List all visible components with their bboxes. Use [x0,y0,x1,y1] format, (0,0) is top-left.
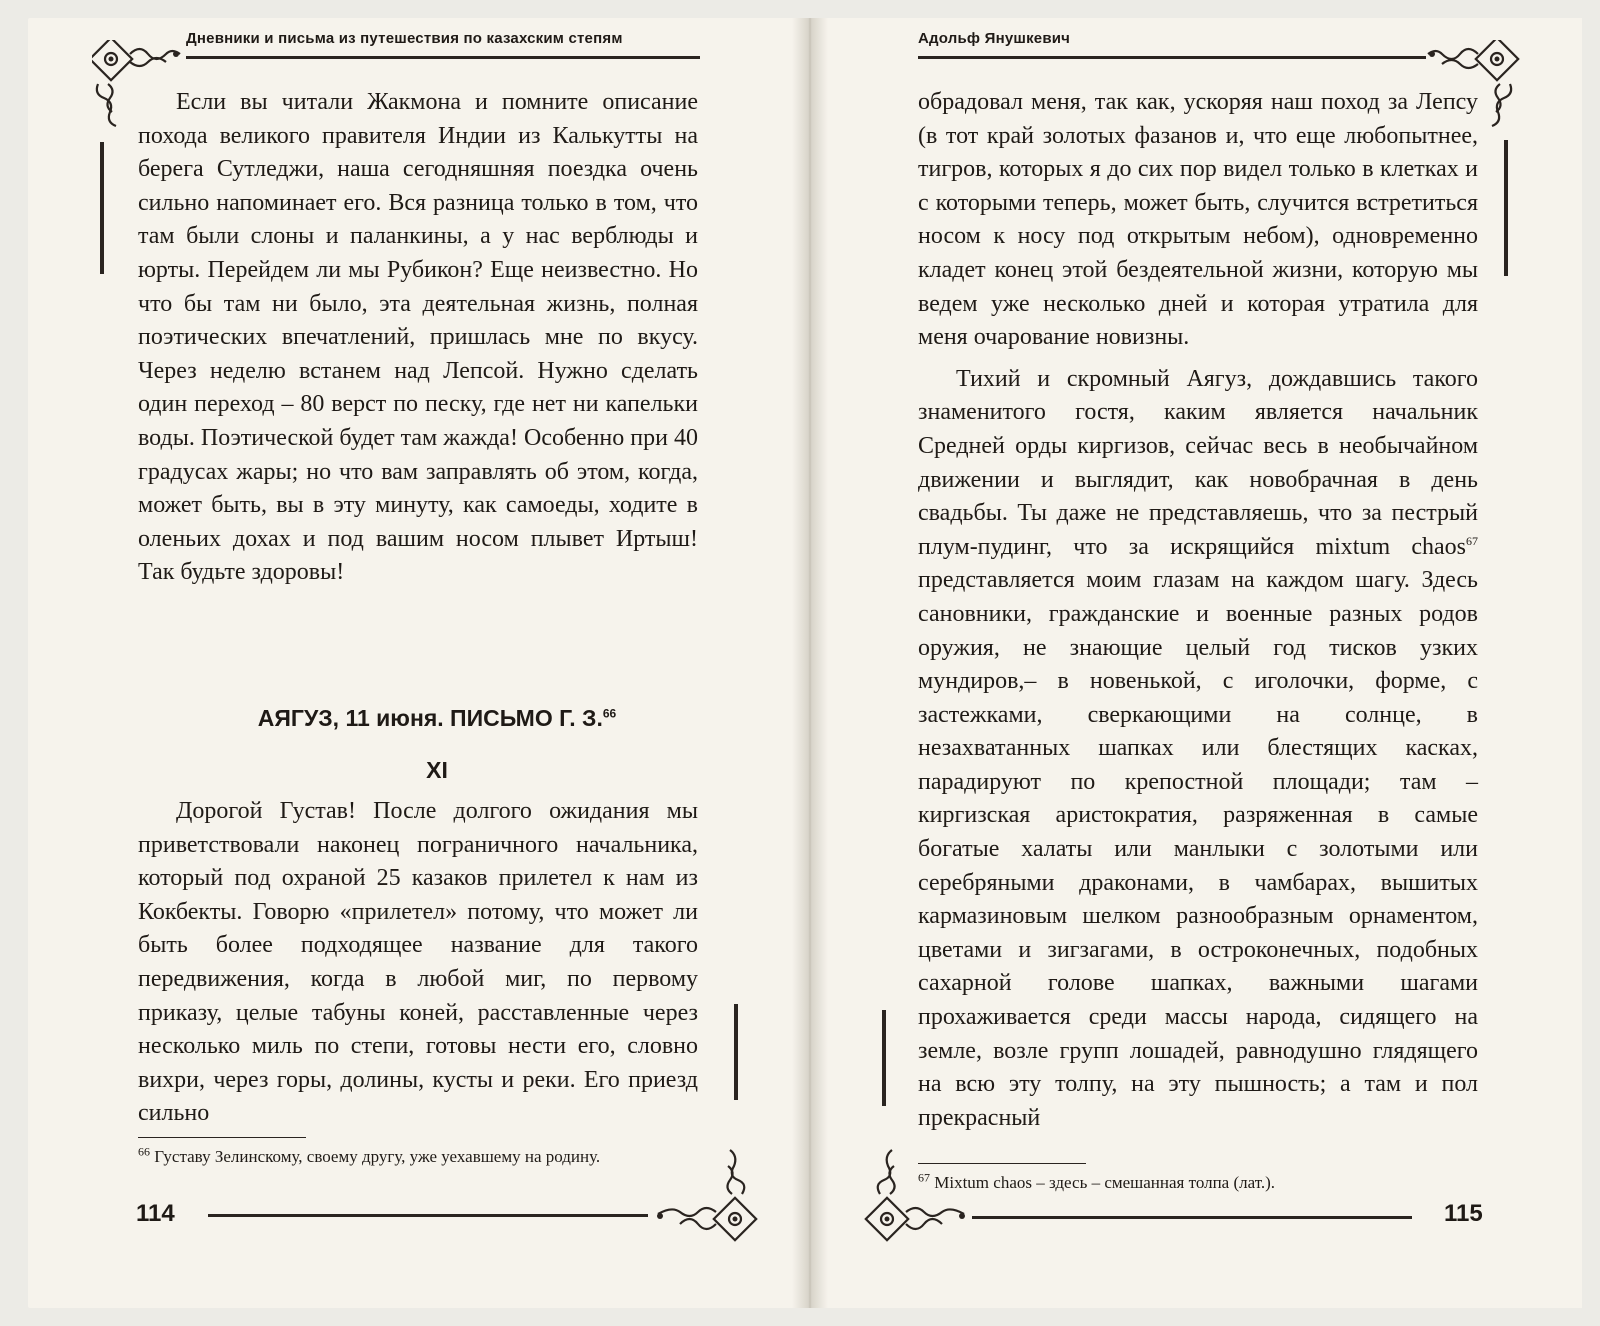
footnote-number: 66 [138,1144,150,1159]
running-head: Адольф Янушкевич [918,30,1071,47]
corner-ornament-icon [860,1136,972,1246]
right-margin-bar [1504,140,1508,276]
footer-rule [208,1214,648,1217]
left-body-lower [138,795,698,1131]
footnote-number: 67 [918,1170,930,1185]
page-number: 115 [1444,1200,1483,1227]
paragraph [918,363,1478,1136]
left-body-upper [138,86,698,590]
footnote [138,1144,698,1169]
right-margin-bar [734,1004,738,1100]
heading-text: АЯГУЗ, 11 июня. ПИСЬМО Г. З. [257,705,603,731]
paragraph-text: представляется моим глазам на каждом шагу. Здесь сановники, гражданские и военные разных родов оружия, не знающие целый год тисков узких мундиров,– в новенькой, с иголочки, форме, с застежками, сверкающими на солнце, в незахватанных шапках или блестящих касках, парадируют по крепостной площади; там – киргизская аристократия, разряженная в самые богатые халаты или манлыки с золотыми или серебряными драконами, в чамбарах, вышитых кармазиновым шелком разнообразным орнаментом, цветами и зигзагами, в остроконечных, подобных сахарной голове шапках, важными шагами прохаживается среди массы народа, сидящего на земле, возле групп лошадей, равнодушно глядящего на всю эту толпу, на эту пышность; а там и пол прекрасный [918,567,1478,1131]
book-gutter [792,18,828,1308]
left-section-number [138,754,698,788]
letter-heading [138,702,698,736]
footnote-ref: 66 [602,706,617,721]
footnote-rule [138,1137,306,1138]
paragraph: Дорогой Густав! После долгого ожидания мы приветствовали наконец пограничного начальника, который под охраной 25 казаков прилетел к нам из Кокбекты. Говорю «прилетел» потому, что может ли быть более подходящее название для такого передвижения, когда в любой миг, по первому приказу, целые табуны коней, расставленные через несколько миль по степи, готовы нести его, словно вихри, через горы, долины, кусты и реки. Его приезд сильно [138,798,698,1127]
header-rule [918,56,1426,59]
paragraph: обрадовал меня, так как, ускоряя наш поход за Лепсу (в тот край золотых фазанов и, что еще любопытнее, тигров, которых я до сих пор видел только в клетках и с которыми теперь, может быть, случится встретиться носом к носу под открытым небом), одновременно кладет конец этой бездеятельной жизни, которую мы ведем уже несколько дней и которая утратила для меня очарование новизны. [918,89,1478,351]
left-section-heading [138,702,698,736]
page-number: 114 [136,1200,175,1227]
footnote [918,1170,1478,1195]
left-margin-bar [882,1010,886,1106]
left-margin-bar [100,142,104,274]
footnote-text: Густаву Зелинскому, своему другу, уже уехавшему на родину. [154,1147,601,1166]
footer-rule [972,1216,1412,1219]
header-rule [186,56,700,59]
footnote-ref: 67 [1466,533,1478,548]
corner-ornament-icon [650,1136,762,1246]
paragraph: Если вы читали Жакмона и помните описание похода великого правителя Индии из Калькутты на берега Сутледжи, наша сегодняшняя поездка очень сильно напоминает его. Вся разница только в том, что там были слоны и паланкины, а у нас верблюды и юрты. Перейдем ли мы Рубикон? Еще неизвестно. Но что бы там ни было, эта деятельная жизнь, полная поэтических впечатлений, пришлась мне по вкусу. Через неделю встанем над Лепсой. Нужно сделать один переход – 80 верст по песку, где нет ни капельки воды. Поэтической будет там жажда! Особенно при 40 градусах жары; но что вам заправлять об этом, когда, может быть, вы в эту минуту, как самоеды, ходите в оленьих дохах и под вашим носом плывет Иртыш! Так будьте здоровы! [138,89,698,586]
right-body [918,86,1478,1135]
paragraph-text: Тихий и скромный Аягуз, дождавшись такого знаменитого гостя, каким является начальник Средней орды киргизов, сейчас весь в необычайном движении и выглядит, как новобрачная в день свадьбы. Ты даже не представляешь, что за пестрый плум-пудинг, что за искрящийся mixtum chaos [918,365,1478,560]
running-head: Дневники и письма из путешествия по казахским степям [186,30,623,47]
section-number: XI [426,757,448,783]
footnote-text: Mixtum chaos – здесь – смешанная толпа (лат.). [934,1173,1276,1192]
